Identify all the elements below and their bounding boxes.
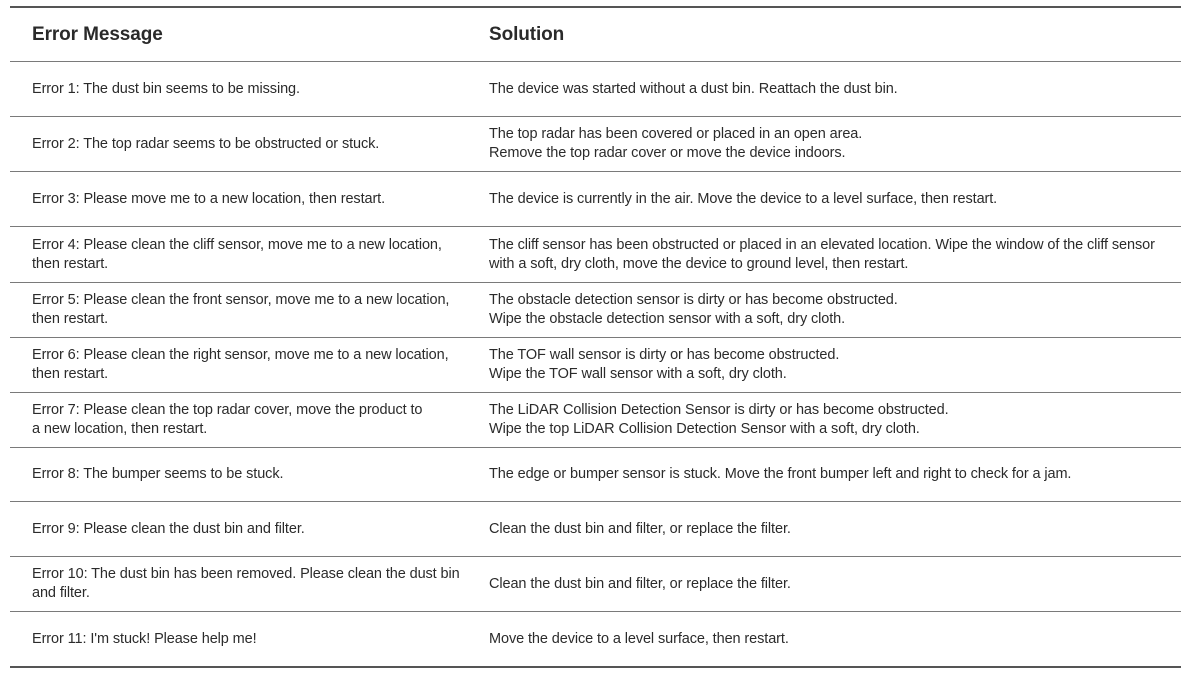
solution-cell: Clean the dust bin and filter, or replace the filter. xyxy=(489,575,791,592)
table-bottom-rule xyxy=(10,666,1181,668)
error-cell: Error 3: Please move me to a new location, then restart. xyxy=(32,190,386,207)
solution-cell: The edge or bumper sensor is stuck. Move the front bumper left and right to check for a jam. xyxy=(489,466,1072,482)
error-cell: Error 9: Please clean the dust bin and filter. xyxy=(32,520,305,537)
error-cell: Error 4: Please clean the cliff sensor, move me to a new location, then restart. xyxy=(32,236,442,272)
solution-cell: The TOF wall sensor is dirty or has become obstructed. Wipe the TOF wall sensor with a soft, dry cloth. xyxy=(489,347,840,382)
error-cell: Error 10: The dust bin has been removed. Please clean the dust bin and filter. xyxy=(32,566,460,601)
solution-cell: The device was started without a dust bin. Reattach the dust bin. xyxy=(489,80,898,97)
error-cell: Error 2: The top radar seems to be obstructed or stuck. xyxy=(32,135,380,152)
header-error-message: Error Message xyxy=(32,24,163,45)
solution-cell: The LiDAR Collision Detection Sensor is dirty or has become obstructed. Wipe the top LiDAR Collision Detection Sensor with a soft, dry cloth. xyxy=(489,402,949,437)
error-cell: Error 7: Please clean the top radar cover, move the product to a new location, then restart. xyxy=(32,402,423,437)
error-cell: Error 8: The bumper seems to be stuck. xyxy=(32,466,284,482)
solution-cell: The cliff sensor has been obstructed or placed in an elevated location. Wipe the window of the cliff sensor with a soft, dry cloth, move the device to ground level, then restart. xyxy=(489,236,1155,272)
solution-cell: The obstacle detection sensor is dirty or has become obstructed. Wipe the obstacle detection sensor with a soft, dry cloth. xyxy=(489,292,898,327)
solution-cell: The top radar has been covered or placed in an open area. Remove the top radar cover or move the device indoors. xyxy=(489,126,863,161)
error-cell: Error 6: Please clean the right sensor, move me to a new location, then restart. xyxy=(32,347,449,382)
solution-cell: Move the device to a level surface, then restart. xyxy=(489,630,789,647)
error-cell: Error 5: Please clean the front sensor, move me to a new location, then restart. xyxy=(32,292,450,327)
solution-cell: Clean the dust bin and filter, or replace the filter. xyxy=(489,520,791,537)
error-cell: Error 1: The dust bin seems to be missing. xyxy=(32,80,300,97)
header-solution: Solution xyxy=(489,24,565,45)
solution-cell: The device is currently in the air. Move the device to a level surface, then restart. xyxy=(489,190,998,207)
error-cell: Error 11: I'm stuck! Please help me! xyxy=(32,630,257,647)
